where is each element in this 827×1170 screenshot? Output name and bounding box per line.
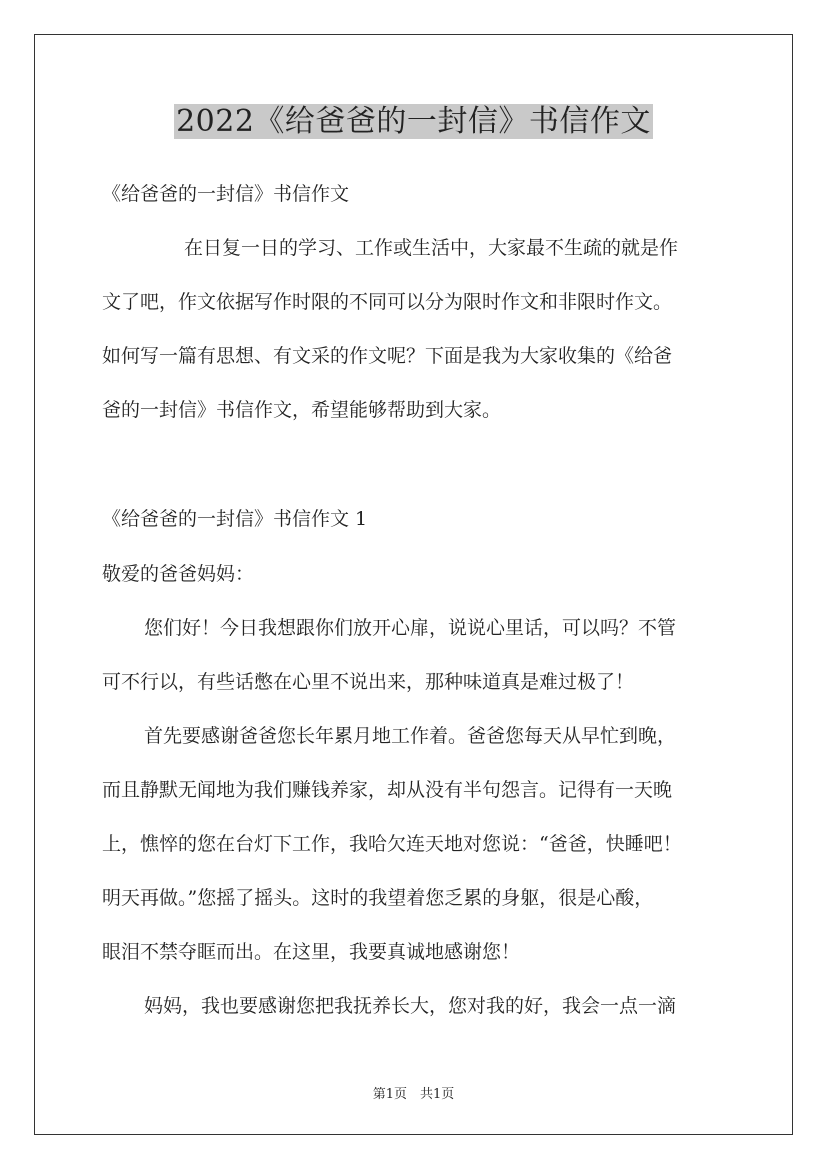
- body-line: 眼泪不禁夺眶而出。在这里，我要真诚地感谢您！: [102, 941, 521, 963]
- document-title: [0, 102, 827, 142]
- subtitle: 《给爸爸的一封信》书信作文: [102, 183, 350, 205]
- body-line: 可不行以，有些话憋在心里不说出来，那种味道真是难过极了！: [102, 671, 635, 693]
- salutation: 敬爱的爸爸妈妈：: [102, 563, 255, 585]
- body-line: 上，憔悴的您在台灯下工作，我哈欠连天地对您说：“爸爸，快睡吧！: [102, 833, 682, 855]
- body-line: 而且静默无闻地为我们赚钱养家，却从没有半句怨言。记得有一天晚: [102, 779, 673, 801]
- page-number: 第1页 共1页: [372, 1087, 455, 1102]
- section-heading: 《给爸爸的一封信》书信作文 1: [102, 508, 368, 530]
- intro-line: 文了吧，作文依据写作时限的不同可以分为限时作文和非限时作文。: [102, 291, 673, 313]
- body-line: 妈妈，我也要感谢您把我抚养长大，您对我的好，我会一点一滴: [144, 995, 677, 1017]
- body-line: 明天再做。”您摇了摇头。这时的我望着您乏累的身躯，很是心酸，: [102, 887, 654, 909]
- body-line: 您们好！今日我想跟你们放开心扉，说说心里话，可以吗？不管: [144, 617, 677, 639]
- intro-line: 如何写一篇有思想、有文采的作文呢？下面是我为大家收集的《给爸: [102, 345, 673, 367]
- document-title-text: 2022《给爸爸的一封信》书信作文: [176, 104, 651, 139]
- body-line: 首先要感谢爸爸您长年累月地工作着。爸爸您每天从早忙到晚，: [144, 725, 677, 747]
- intro-line: 爸的一封信》书信作文，希望能够帮助到大家。: [102, 399, 502, 421]
- intro-line: 在日复一日的学习、工作或生活中，大家最不生疏的就是作: [184, 237, 679, 259]
